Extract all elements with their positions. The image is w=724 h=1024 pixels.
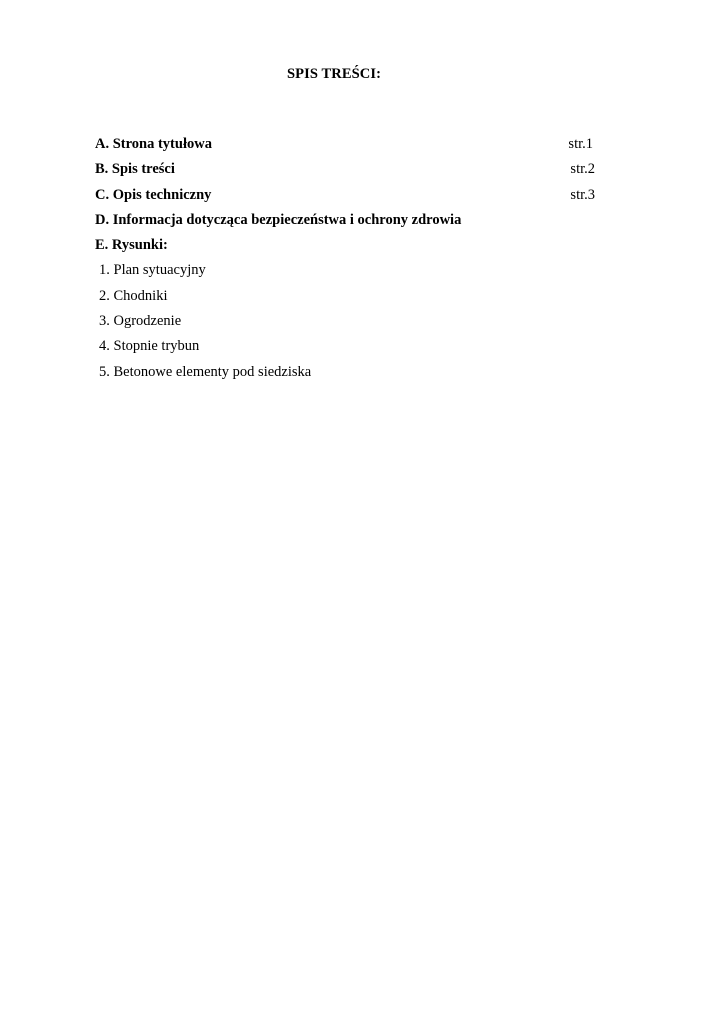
toc-section-label: D. Informacja dotycząca bezpieczeństwa i ochrony zdrowia [95, 211, 462, 228]
toc-drawing-label: 1. Plan sytuacyjny [99, 262, 206, 279]
toc-drawing-label: 5. Betonowe elementy pod siedziska [99, 363, 312, 380]
toc-drawing-label: 3. Ogrodzenie [99, 313, 182, 330]
toc-section-b [95, 160, 595, 185]
toc-drawing-5 [95, 363, 595, 388]
page-title: SPIS TREŚCI: [286, 66, 381, 82]
toc-page-number: str.2 [570, 161, 595, 178]
toc-section-e [95, 236, 595, 261]
toc-drawing-3 [95, 312, 595, 337]
toc-section-a [95, 135, 595, 160]
toc-section-label: C. Opis techniczny [95, 186, 212, 203]
toc-section-d [95, 211, 595, 236]
toc-section-label: A. Strona tytułowa [95, 136, 212, 152]
toc-section-c [95, 186, 595, 211]
toc-drawing-label: 2. Chodniki [99, 287, 168, 304]
toc-page-number: str.3 [570, 186, 595, 203]
toc-section-label: B. Spis treści [95, 161, 175, 178]
toc-drawing-2 [95, 287, 595, 312]
toc-drawing-1 [95, 261, 595, 286]
toc-page-number: str.1 [568, 136, 593, 152]
table-of-contents [95, 135, 595, 388]
toc-drawing-label: 4. Stopnie trybun [99, 338, 200, 355]
toc-drawing-4 [95, 337, 595, 362]
toc-section-label: E. Rysunki: [95, 237, 168, 254]
